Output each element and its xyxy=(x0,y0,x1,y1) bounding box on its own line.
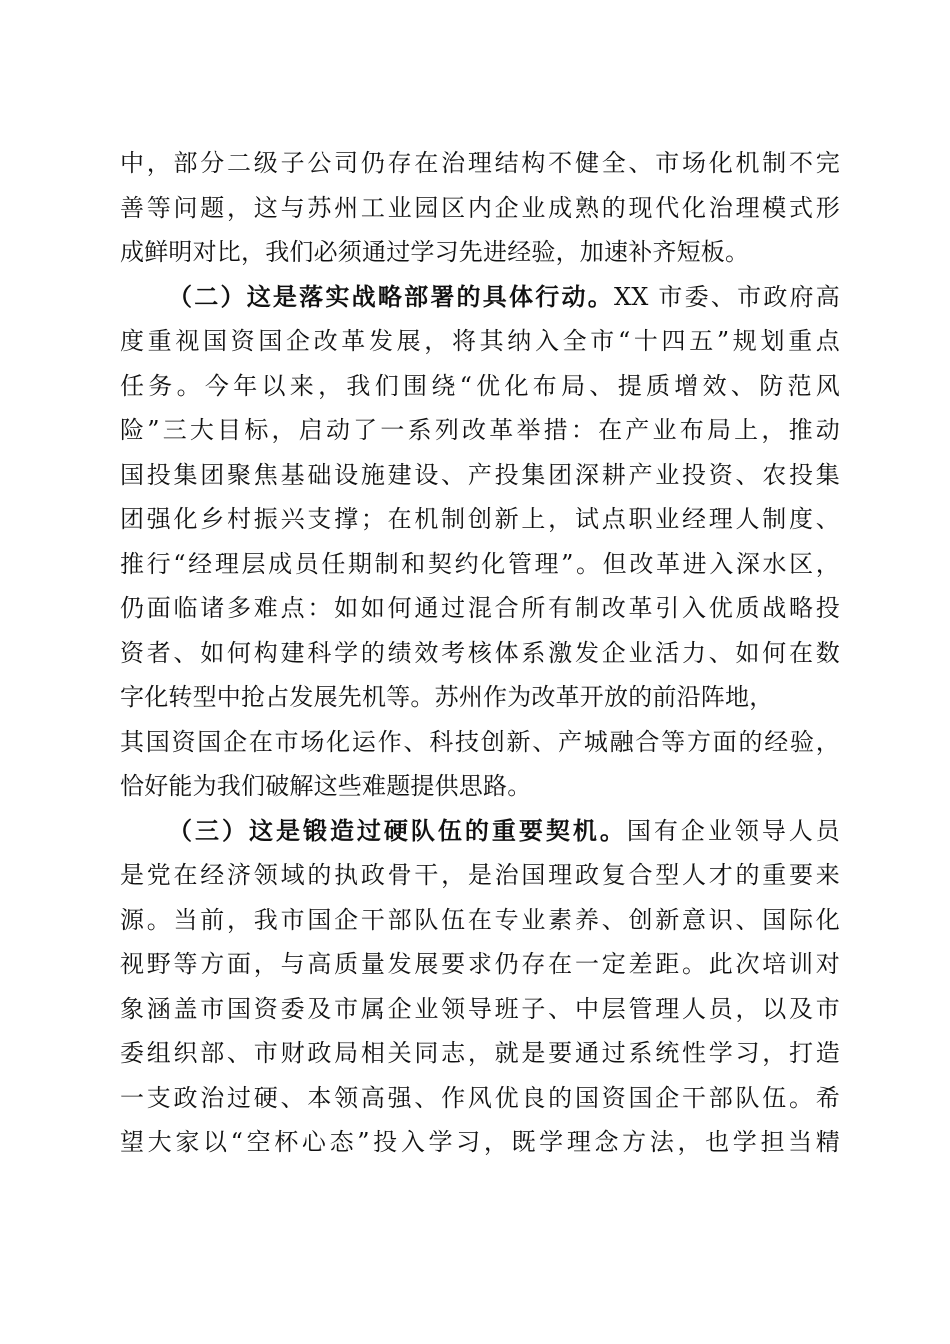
text-line: 是党在经济领域的执政骨干，是治国理政复合型人才的重要来 xyxy=(120,861,840,889)
text-line: 推行“经理层成员任期制和契约化管理”。但改革进入深水区， xyxy=(120,549,840,578)
text-line: 仍面临诸多难点：如如何通过混合所有制改革引入优质战略投 xyxy=(120,594,840,622)
text-line: 委组织部、市财政局相关同志，就是要通过系统性学习，打造 xyxy=(120,1039,840,1067)
text-line: 成鲜明对比，我们必须通过学习先进经验，加速补齐短板。 xyxy=(120,238,750,266)
text-line: 中，部分二级子公司仍存在治理结构不健全、市场化机制不完 xyxy=(120,149,840,177)
text-line: 国投集团聚焦基础设施建设、产投集团深耕产业投资、农投集 xyxy=(120,460,840,489)
text-line: 任务。今年以来，我们围绕“优化布局、提质增效、防范风 xyxy=(120,371,840,400)
text-line: 度重视国资国企改革发展，将其纳入全市“十四五”规划重点 xyxy=(120,327,840,355)
text-line: 字化转型中抢占发展先机等。苏州作为改革开放的前沿阵地， xyxy=(120,683,774,711)
document-body xyxy=(120,141,840,1165)
paragraph-section-2 xyxy=(120,275,840,809)
paragraph-section-3 xyxy=(120,809,840,1165)
text-line xyxy=(120,275,840,320)
text-line: 一支政治过硬、本领高强、作风优良的国资国企干部队伍。希 xyxy=(120,1083,840,1112)
paragraph-continuation xyxy=(120,141,840,275)
text-line: 团强化乡村振兴支撑；在机制创新上，试点职业经理人制度、 xyxy=(120,505,840,533)
text-line: 恰好能为我们破解这些难题提供思路。 xyxy=(120,772,532,800)
text-line xyxy=(120,809,840,854)
text-line: 善等问题，这与苏州工业园区内企业成熟的现代化治理模式形 xyxy=(120,193,840,222)
section-heading: （三）这是锻造过硬队伍的重要契机。 xyxy=(168,815,627,845)
text-line: 险”三大目标，启动了一系列改革举措：在产业布局上，推动 xyxy=(120,416,840,444)
text-span: XX 市委、市政府高 xyxy=(613,282,840,311)
text-line: 资者、如何构建科学的绩效考核体系激发企业活力、如何在数 xyxy=(120,638,840,667)
section-heading: （二）这是落实战略部署的具体行动。 xyxy=(168,281,614,311)
text-line: 望大家以“空杯心态”投入学习，既学理念方法，也学担当精 xyxy=(120,1128,840,1156)
text-line: 其国资国企在市场化运作、科技创新、产城融合等方面的经验， xyxy=(120,727,840,756)
text-line: 视野等方面，与高质量发展要求仍存在一定差距。此次培训对 xyxy=(120,950,840,978)
text-line: 源。当前，我市国企干部队伍在专业素养、创新意识、国际化 xyxy=(120,905,840,934)
text-line: 象涵盖市国资委及市属企业领导班子、中层管理人员，以及市 xyxy=(120,994,840,1023)
text-span: 国有企业领导人员 xyxy=(626,816,840,845)
